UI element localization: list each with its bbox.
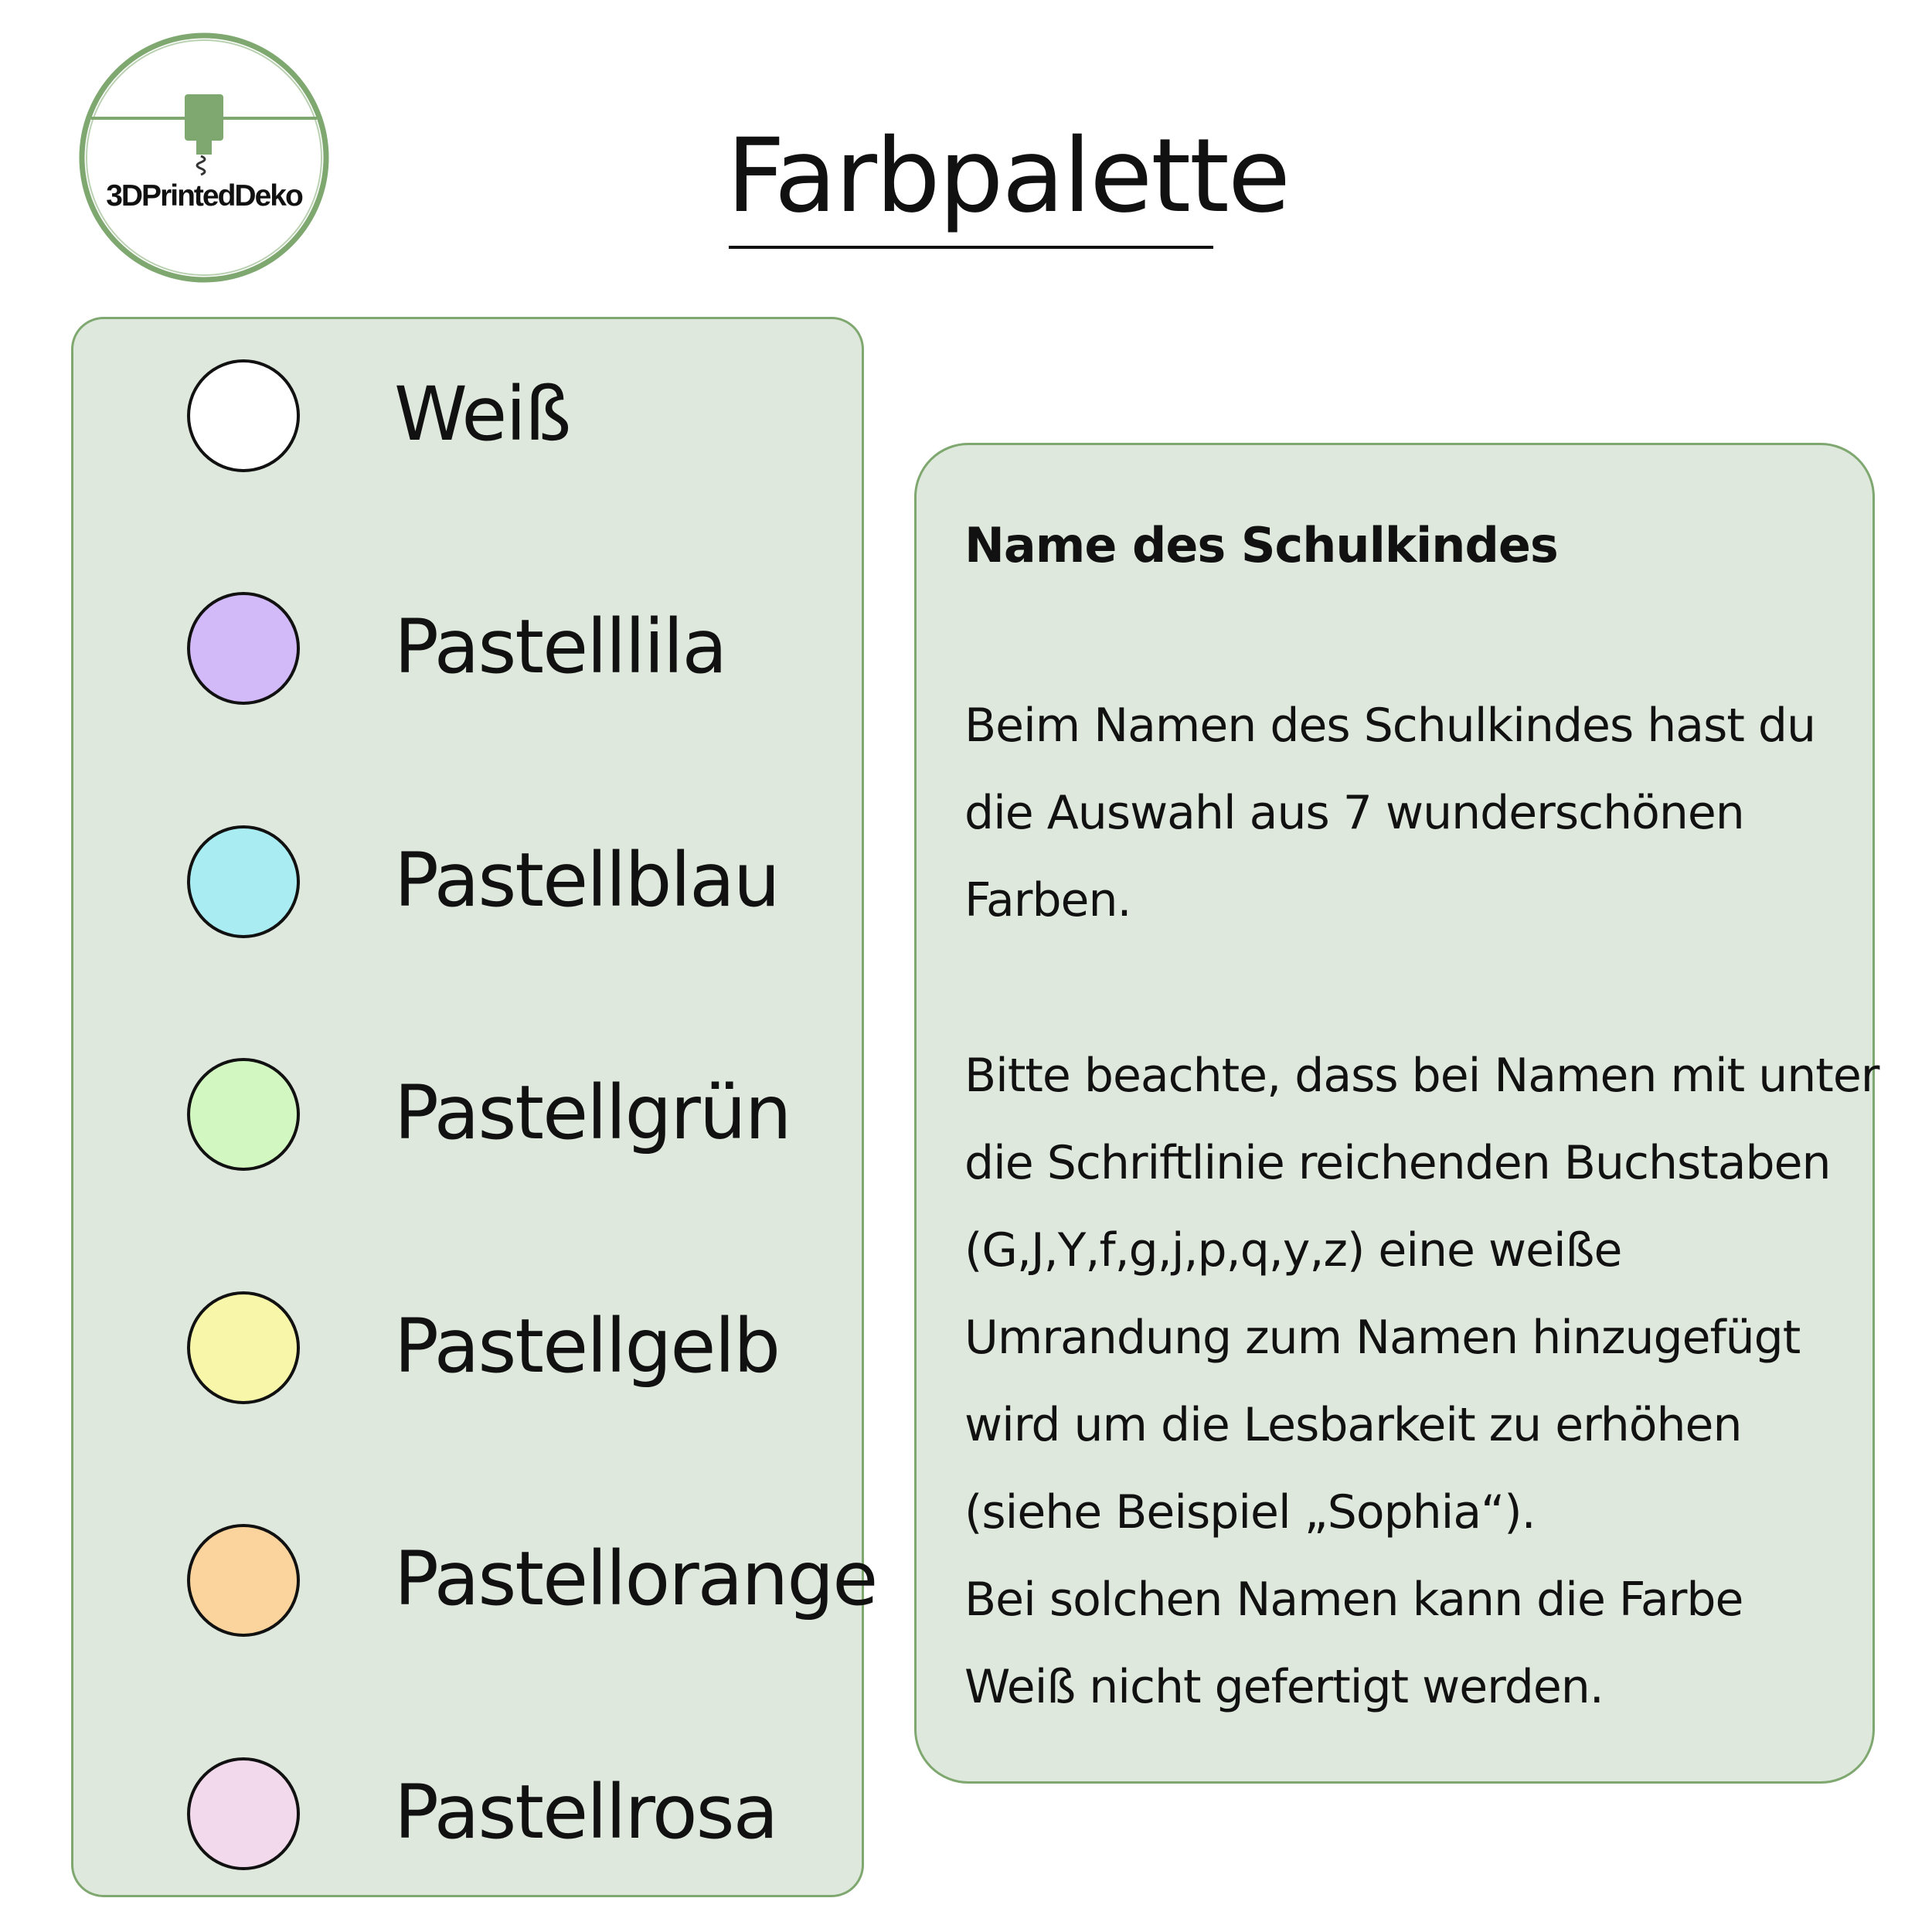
info-line: die Auswahl aus 7 wunderschönen bbox=[964, 786, 1744, 840]
info-paragraph-intro bbox=[964, 682, 1853, 944]
info-line: (siehe Beispiel „Sophia“). bbox=[964, 1485, 1536, 1539]
title-underline bbox=[729, 246, 1213, 249]
color-swatch bbox=[187, 1058, 300, 1171]
color-swatch bbox=[187, 1757, 300, 1870]
info-line: Umrandung zum Namen hinzugefügt bbox=[964, 1311, 1801, 1365]
color-label: Pastellorange bbox=[394, 1536, 877, 1622]
info-line: Weiß nicht gefertigt werden. bbox=[964, 1660, 1604, 1714]
color-row-weiss bbox=[73, 354, 862, 478]
color-label: Pastellrosa bbox=[394, 1769, 777, 1855]
color-label: Pastelllila bbox=[394, 604, 726, 690]
color-row-pastellrosa bbox=[73, 1752, 862, 1876]
color-row-pastelllila bbox=[73, 587, 862, 710]
color-label: Pastellgelb bbox=[394, 1303, 780, 1389]
info-line: Farben. bbox=[964, 873, 1131, 927]
color-label: Pastellgrün bbox=[394, 1070, 791, 1156]
info-line: Bei solchen Namen kann die Farbe bbox=[964, 1573, 1743, 1627]
color-swatch bbox=[187, 1524, 300, 1637]
color-swatch bbox=[187, 825, 300, 938]
info-line: Bitte beachte, dass bei Namen mit unter bbox=[964, 1049, 1879, 1103]
color-swatch bbox=[187, 1291, 300, 1404]
color-row-pastellgelb bbox=[73, 1286, 862, 1410]
info-paragraph-note bbox=[964, 1032, 1879, 1731]
info-heading: Name des Schulkindes bbox=[964, 517, 1558, 573]
color-swatch bbox=[187, 359, 300, 472]
color-label: Pastellblau bbox=[394, 837, 779, 923]
color-label: Weiß bbox=[394, 371, 570, 457]
color-palette-card bbox=[71, 317, 877, 1897]
page-title: Farbpalette bbox=[726, 117, 1290, 236]
color-swatch bbox=[187, 592, 300, 705]
info-line: die Schriftlinie reichenden Buchstaben bbox=[964, 1136, 1831, 1190]
info-line: wird um die Lesbarkeit zu erhöhen bbox=[964, 1398, 1742, 1452]
logo-graphic bbox=[77, 31, 331, 284]
brand-logo bbox=[77, 31, 331, 284]
logo-text: 3DPrintedDeko bbox=[106, 179, 302, 213]
color-row-pastellgruen bbox=[73, 1053, 862, 1176]
color-row-pastellblau bbox=[73, 820, 862, 944]
info-line: (G,J,Y,f,g,j,p,q,y,z) eine weiße bbox=[964, 1223, 1622, 1277]
color-row-pastellorange bbox=[73, 1519, 877, 1642]
info-line: Beim Namen des Schulkindes hast du bbox=[964, 699, 1816, 753]
info-card bbox=[914, 443, 1879, 1784]
